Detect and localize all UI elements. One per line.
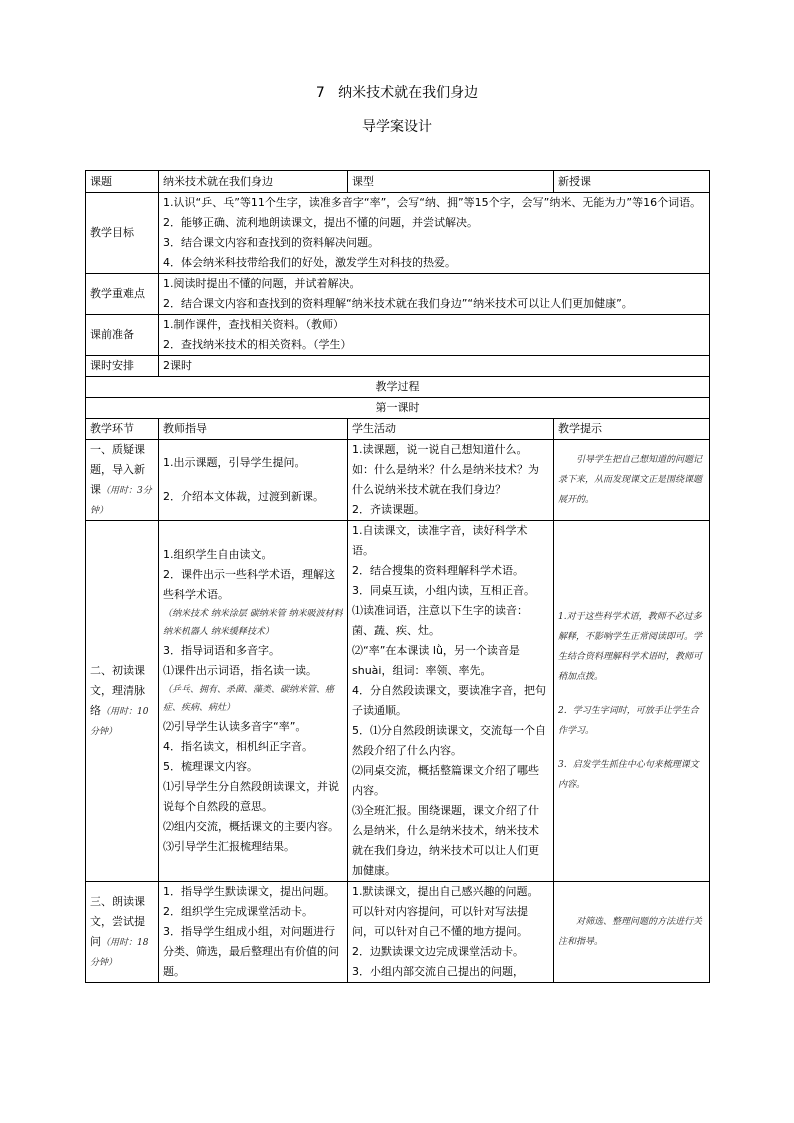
student-item: 5．⑴分自然段朗读课文，交流每一个自然段介绍了什么内容。	[352, 724, 546, 757]
student-cell	[348, 440, 554, 521]
goal-item: 1.认识“乒、乓”等11个生字，读准多音字“率”，会写“纳、拥”等15个字，会写”纳米、无能为力”等16个词语。	[163, 196, 702, 209]
student-item: 2．齐读课题。	[352, 503, 425, 516]
teacher-cell	[159, 440, 348, 521]
lesson-title-row	[86, 398, 710, 419]
student-item: ⑵“率”在本课读 lǜ，另一个读音是 shuài，组词：率领、率先。	[352, 644, 520, 677]
teacher-item: 1．指导学生默读课文，提出问题。	[163, 885, 335, 898]
hint-item: 3．启发学生抓住中心句来梳理课文内容。	[558, 760, 699, 790]
step-row	[86, 882, 710, 983]
keypoints-row	[86, 274, 710, 315]
goal-item: 3．结合课文内容和查找到的资料解决问题。	[163, 236, 379, 249]
step-stage-cell	[86, 521, 159, 882]
lesson-title: 7 纳米技术就在我们身边	[315, 85, 479, 101]
student-item: 1.读课题，说一说自己想知道什么。如：什么是纳米？什么是纳米技术？为什么说纳米技术就在我们身边？	[352, 443, 539, 496]
document-subtitle: 导学案设计	[362, 119, 432, 135]
teacher-cell	[159, 882, 348, 983]
step-time: （用时：18分钟）	[90, 938, 149, 968]
teacher-item: 3．指导学生组成小组，对问题进行分类、筛选，最后整理出有价值的问题。	[163, 925, 339, 978]
step-time: （用时：10分钟）	[90, 707, 149, 737]
teacher-item: 2．介绍本文体裁，过渡到新课。	[163, 490, 324, 503]
process-section-title: 教学过程	[86, 377, 710, 398]
teacher-cell	[159, 521, 348, 882]
teacher-item: 5．梳理课文内容。	[163, 760, 258, 773]
student-item: 1.默读课文，提出自己感兴趣的问题。可以针对内容提问，可以针对写法提问，可以针对自己不懂的地方提问。	[352, 885, 539, 938]
prep-row	[86, 315, 710, 356]
goal-item: 4．体会纳米科技带给我们的好处，激发学生对科技的热爱。	[163, 256, 456, 269]
teacher-item: 1.组织学生自由读文。	[163, 548, 273, 561]
step-stage-cell	[86, 440, 159, 521]
student-item: 3．同桌互读，小组内读，互相正音。	[352, 584, 535, 597]
prep-cell	[159, 315, 710, 356]
teacher-item: 3．指导词语和多音字。	[163, 644, 280, 657]
hint-item: 对筛选、整理问题的方法进行关注和指导。	[558, 917, 703, 947]
hint-cell	[554, 521, 710, 882]
col-header-stage: 教学环节	[86, 419, 159, 440]
teacher-item: ⑶引导学生汇报梳理结果。	[163, 840, 295, 853]
schedule-row	[86, 356, 710, 377]
schedule-label: 课时安排	[86, 356, 159, 377]
student-cell	[348, 521, 554, 882]
student-item: 4．分自然段读课文，要读准字音，把句子读通顺。	[352, 684, 546, 717]
first-lesson-title: 第一课时	[86, 398, 710, 419]
teacher-note: （纳米技术 纳米涂层 碳纳米管 纳米吸波材料 纳米机器人 纳米缓释技术）	[163, 609, 343, 637]
topic-label: 课题	[86, 171, 159, 193]
goals-label: 教学目标	[86, 193, 159, 274]
step-stage: 一、质疑课题，导入新课	[90, 443, 145, 496]
col-header-student: 学生活动	[348, 419, 554, 440]
type-label: 课型	[348, 171, 554, 193]
process-title-row	[86, 377, 710, 398]
student-item: 1.自读课文，读准字音，读好科学术语。	[352, 524, 528, 557]
prep-item: 2．查找纳米技术的相关资料。（学生）	[163, 338, 352, 351]
hint-item: 引导学生把自己想知道的问题记录下来，从而发现课文正是围绕课题展开的。	[558, 455, 703, 505]
teacher-item: ⑴课件出示词语，指名读一读。	[163, 664, 317, 677]
keypoints-cell	[159, 274, 710, 315]
step-stage: 二、初读课文，理清脉络	[90, 664, 145, 717]
keypoint-item: 2．结合课文内容和查找到的资料理解“纳米技术就在我们身边”“纳米技术可以让人们更加健康”。	[163, 297, 633, 310]
hint-cell	[554, 440, 710, 521]
topic-row	[86, 171, 710, 193]
step-stage: 三、朗读课文，尝试提问	[90, 895, 145, 948]
step-row	[86, 440, 710, 521]
student-item: 3．小组内部交流自己提出的问题，	[352, 965, 524, 978]
student-cell	[348, 882, 554, 983]
student-item: 2．结合搜集的资料理解科学术语。	[352, 564, 524, 577]
teacher-item: 1.出示课题，引导学生提问。	[163, 456, 306, 469]
step-time: （用时：3分钟）	[90, 486, 152, 516]
hint-cell	[554, 882, 710, 983]
teacher-item: 2．组织学生完成课堂活动卡。	[163, 905, 313, 918]
teacher-item: ⑴引导学生分自然段朗读课文，并说说每个自然段的意思。	[163, 780, 339, 813]
teacher-note: （乒乓、拥有、杀菌、藻类、碳纳米管、癌症、疾病、病灶）	[163, 685, 335, 713]
teacher-item: 2．课件出示一些科学术语，理解这些科学术语。	[163, 568, 335, 601]
column-header-row	[86, 419, 710, 440]
goals-cell	[159, 193, 710, 274]
prep-label: 课前准备	[86, 315, 159, 356]
keypoints-label: 教学重难点	[86, 274, 159, 315]
topic-value: 纳米技术就在我们身边	[159, 171, 348, 193]
hint-item: 1.对于这些科学术语，教师不必过多解释，不影响学生正常阅读即可。学生结合资料理解科学术语时，教师可稍加点拨。	[558, 612, 703, 682]
goals-row	[86, 193, 710, 274]
student-item: ⑶全班汇报。围绕课题，课文介绍了什么是纳米，什么是纳米技术，纳米技术就在我们身边，纳米技术可以让人们更加健康。	[352, 804, 539, 877]
lesson-plan-table	[85, 170, 710, 983]
student-item: ⑴读准词语，注意以下生字的读音：菌、蔬、疾、灶。	[352, 604, 528, 637]
teacher-item: ⑵引导学生认读多音字“率”。	[163, 720, 307, 733]
schedule-value: 2课时	[159, 356, 710, 377]
prep-item: 1.制作课件，查找相关资料。（教师）	[163, 318, 344, 331]
student-item: ⑵同桌交流，概括整篇课文介绍了哪些内容。	[352, 764, 539, 797]
keypoint-item: 1.阅读时提出不懂的问题，并试着解决。	[163, 277, 361, 290]
col-header-teacher: 教师指导	[159, 419, 348, 440]
goal-item: 2．能够正确、流利地朗读课文，提出不懂的问题，并尝试解决。	[163, 216, 478, 229]
step-stage-cell	[86, 882, 159, 983]
hint-item: 2．学习生字词时，可放手让学生合作学习。	[558, 706, 699, 736]
type-value: 新授课	[554, 171, 710, 193]
student-item: 2．边默读课文边完成课堂活动卡。	[352, 945, 524, 958]
teacher-item: ⑵组内交流，概括课文的主要内容。	[163, 820, 339, 833]
teacher-item: 4．指名读文，相机纠正字音。	[163, 740, 313, 753]
col-header-hint: 教学提示	[554, 419, 710, 440]
step-row	[86, 521, 710, 882]
